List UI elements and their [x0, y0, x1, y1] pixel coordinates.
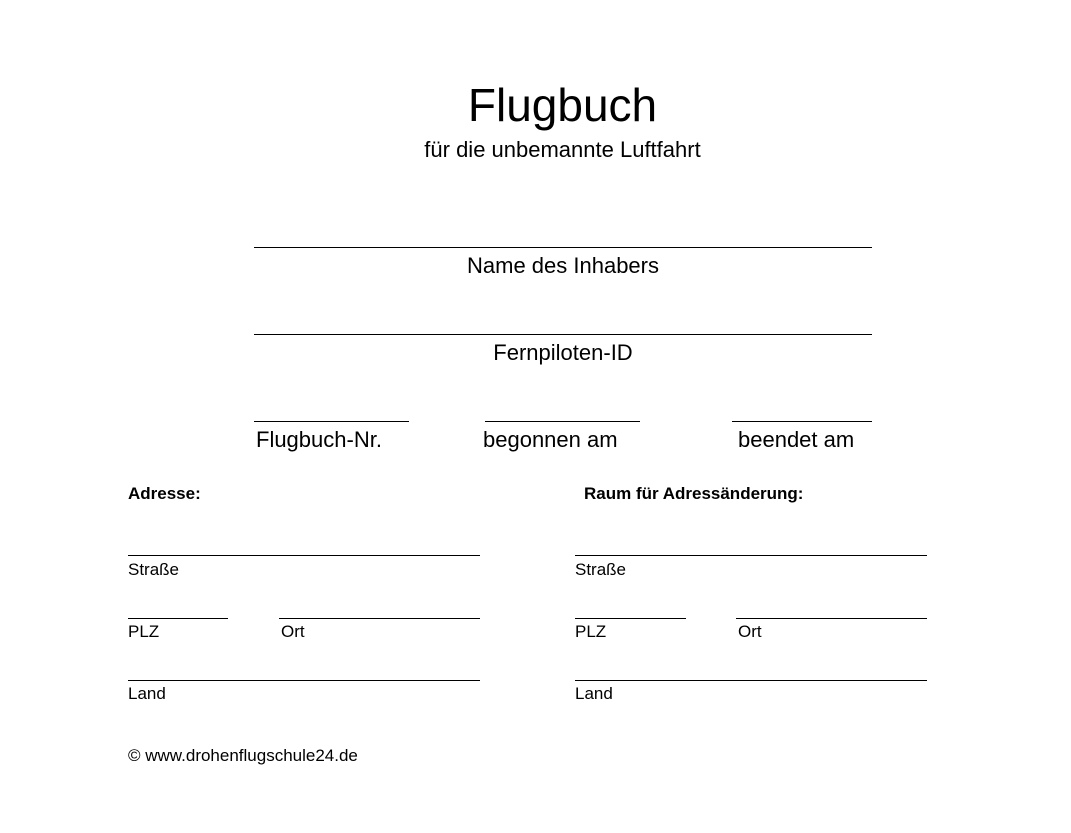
document-subtitle: für die unbemannte Luftfahrt — [424, 137, 701, 162]
address-heading: Adresse: — [128, 484, 201, 503]
address-change-city-line — [736, 618, 927, 619]
address-zip-line — [128, 618, 228, 619]
ended-date-line — [732, 421, 872, 422]
logbook-number-line — [254, 421, 409, 422]
address-street-line — [128, 555, 480, 556]
address-change-street-line — [575, 555, 927, 556]
footer-copyright: © www.drohenflugschule24.de — [128, 746, 358, 765]
pilot-id-line — [254, 334, 872, 335]
address-country-line — [128, 680, 480, 681]
address-change-city-label: Ort — [738, 622, 762, 641]
ended-date-label: beendet am — [738, 427, 855, 452]
address-change-country-line — [575, 680, 927, 681]
address-change-street-label: Straße — [575, 560, 627, 579]
logbook-number-label: Flugbuch-Nr. — [256, 427, 382, 452]
started-date-line — [485, 421, 640, 422]
holder-name-label: Name des Inhabers — [467, 253, 659, 278]
address-change-zip-line — [575, 618, 686, 619]
address-change-zip-label: PLZ — [575, 622, 607, 641]
address-change-country-label: Land — [575, 684, 613, 703]
document-title: Flugbuch — [467, 79, 658, 131]
address-change-heading: Raum für Adressänderung: — [584, 484, 804, 503]
address-country-label: Land — [128, 684, 166, 703]
address-city-line — [279, 618, 480, 619]
address-street-label: Straße — [128, 560, 180, 579]
address-city-label: Ort — [281, 622, 305, 641]
pilot-id-label: Fernpiloten-ID — [493, 340, 633, 365]
started-date-label: begonnen am — [483, 427, 618, 452]
address-zip-label: PLZ — [128, 622, 160, 641]
holder-name-line — [254, 247, 872, 248]
